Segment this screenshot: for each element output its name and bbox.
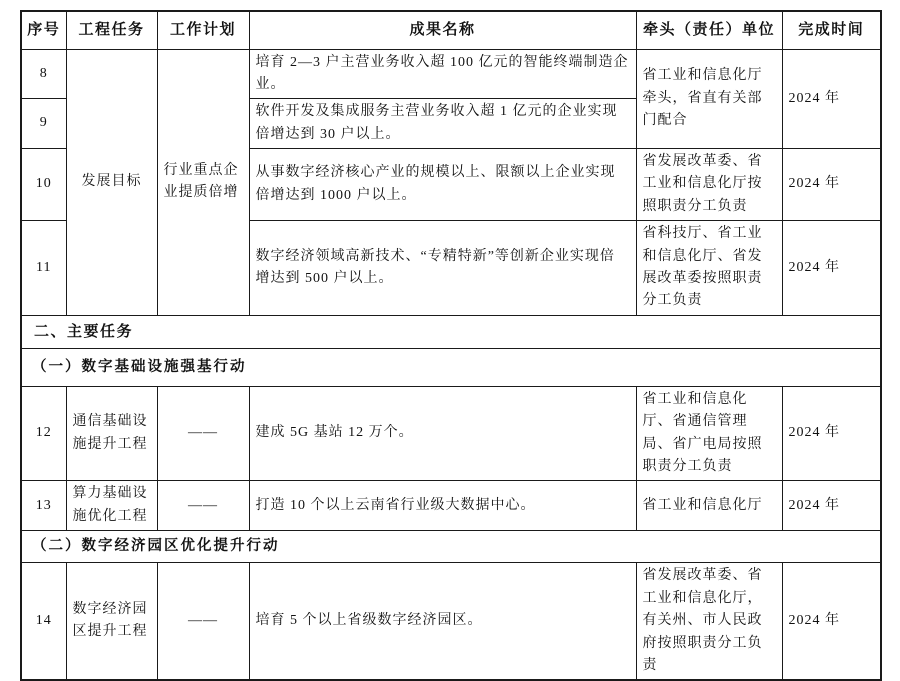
section-row-digital-economy-parks <box>21 531 881 563</box>
cell-seq: 10 <box>21 149 66 221</box>
cell-result: 打造 10 个以上云南省行业级大数据中心。 <box>249 481 636 531</box>
table-header-row <box>21 11 881 49</box>
cell-unit-group-8-9: 省工业和信息化厅牵头，省直有关部门配合 <box>636 49 782 149</box>
cell-time: 2024 年 <box>782 386 881 481</box>
cell-result: 培育 2—3 户主营业务收入超 100 亿元的智能终端制造企业。 <box>249 49 636 99</box>
section-row-digital-infrastructure <box>21 348 881 386</box>
cell-time: 2024 年 <box>782 221 881 316</box>
col-header-seq: 序号 <box>21 11 66 49</box>
cell-task: 数字经济园区提升工程 <box>66 563 157 680</box>
cell-time: 2024 年 <box>782 149 881 221</box>
cell-seq: 12 <box>21 386 66 481</box>
section-row-major-tasks <box>21 315 881 348</box>
col-header-time: 完成时间 <box>782 11 881 49</box>
cell-plan-group-8-11: 行业重点企业提质倍增 <box>157 49 249 315</box>
cell-time: 2024 年 <box>782 481 881 531</box>
cell-task: 通信基础设施提升工程 <box>66 386 157 481</box>
cell-plan-dash: —— <box>157 563 249 680</box>
table-row-12 <box>21 386 881 481</box>
col-header-plan: 工作计划 <box>157 11 249 49</box>
cell-unit: 省发展改革委、省工业和信息化厅按照职责分工负责 <box>636 149 782 221</box>
cell-seq: 14 <box>21 563 66 680</box>
cell-task: 算力基础设施优化工程 <box>66 481 157 531</box>
table-row-14 <box>21 563 881 680</box>
cell-seq: 13 <box>21 481 66 531</box>
cell-result: 建成 5G 基站 12 万个。 <box>249 386 636 481</box>
cell-result: 培育 5 个以上省级数字经济园区。 <box>249 563 636 680</box>
cell-result: 软件开发及集成服务主营业务收入超 1 亿元的企业实现倍增达到 30 户以上。 <box>249 99 636 149</box>
cell-seq: 9 <box>21 99 66 149</box>
cell-unit: 省科技厅、省工业和信息化厅、省发展改革委按照职责分工负责 <box>636 221 782 316</box>
table-row-8 <box>21 49 881 99</box>
col-header-task: 工程任务 <box>66 11 157 49</box>
col-header-result: 成果名称 <box>249 11 636 49</box>
col-header-unit: 牵头（责任）单位 <box>636 11 782 49</box>
cell-unit: 省工业和信息化厅 <box>636 481 782 531</box>
section-title: 二、主要任务 <box>21 315 881 348</box>
section-title: （二）数字经济园区优化提升行动 <box>21 531 881 563</box>
cell-result: 从事数字经济核心产业的规模以上、限额以上企业实现倍增达到 1000 户以上。 <box>249 149 636 221</box>
table-row-13 <box>21 481 881 531</box>
document-table-container <box>20 10 882 681</box>
cell-seq: 11 <box>21 221 66 316</box>
cell-seq: 8 <box>21 49 66 99</box>
task-table <box>20 10 882 681</box>
cell-result: 数字经济领域高新技术、“专精特新”等创新企业实现倍增达到 500 户以上。 <box>249 221 636 316</box>
cell-plan-dash: —— <box>157 386 249 481</box>
cell-unit: 省工业和信息化厅、省通信管理局、省广电局按照职责分工负责 <box>636 386 782 481</box>
cell-plan-dash: —— <box>157 481 249 531</box>
cell-time: 2024 年 <box>782 563 881 680</box>
cell-time-group-8-9: 2024 年 <box>782 49 881 149</box>
cell-unit: 省发展改革委、省工业和信息化厅，有关州、市人民政府按照职责分工负责 <box>636 563 782 680</box>
cell-task-group-8-11: 发展目标 <box>66 49 157 315</box>
section-title: （一）数字基础设施强基行动 <box>21 348 881 386</box>
